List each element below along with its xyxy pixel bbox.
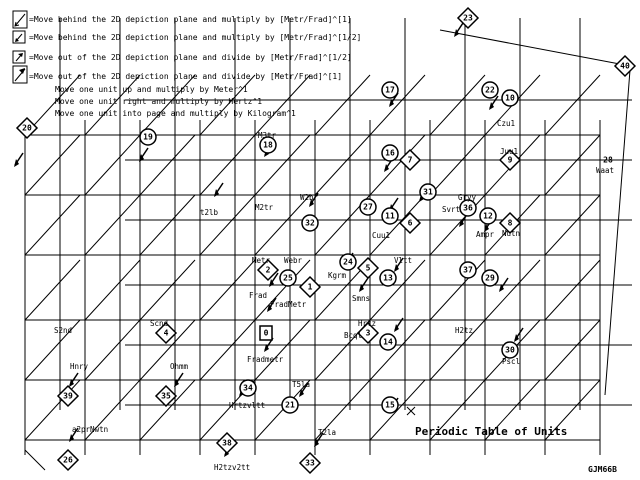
node-number: 33: [305, 458, 315, 468]
node-number: 28: [603, 155, 613, 165]
unit-node-33: [300, 453, 320, 473]
unit-node-17: [382, 82, 398, 98]
grid-diagonal: [430, 260, 485, 320]
unit-label: Gryy: [458, 193, 477, 202]
half-up-arrow-icon: [13, 51, 25, 63]
grid-diagonal: [430, 135, 485, 195]
unit-node-24: [340, 254, 356, 270]
grid-diagonal: [200, 260, 255, 320]
node-number: 19: [143, 132, 153, 142]
unit-label: a2prNwtn: [72, 425, 109, 434]
unit-label: Hrtzvltt: [229, 401, 266, 410]
node-number: 39: [63, 391, 73, 401]
unit-node-28: [603, 156, 613, 165]
node-number: 24: [343, 257, 353, 267]
unit-node-34: [240, 380, 256, 396]
unit-node-40: [615, 56, 635, 76]
node-number: 8: [507, 218, 513, 228]
grid-diagonal: [430, 195, 485, 255]
unit-node-10: [502, 90, 518, 106]
grid-diagonal: [545, 75, 600, 135]
unit-node-32: [302, 215, 318, 231]
right-edge: [605, 70, 630, 395]
legend: [13, 11, 361, 118]
unit-label: Frad: [249, 291, 268, 300]
grid-diagonal: [85, 135, 140, 195]
unit-label: T2la: [318, 428, 337, 437]
unit-label: Svrt: [442, 205, 461, 214]
half-down-arrow-icon: [13, 31, 25, 43]
legend-line-5: Move one unit up and multiply by Meter^1: [55, 85, 248, 94]
node-number: 17: [385, 85, 395, 95]
node-number: 13: [383, 273, 393, 283]
node-number: 16: [385, 148, 395, 158]
unit-node-1: [300, 277, 320, 297]
unit-node-19: [140, 129, 156, 145]
origin-cross-icon: [407, 407, 415, 415]
node-number: 34: [243, 383, 253, 393]
unit-label: Webr: [284, 256, 303, 265]
node-number: 20: [22, 123, 32, 133]
node-number: 25: [283, 273, 293, 283]
unit-node-15: [382, 397, 398, 413]
node-number: 9: [507, 155, 513, 165]
node-number: 30: [505, 345, 515, 355]
grid-diagonal: [255, 75, 310, 135]
unit-node-22: [482, 82, 498, 98]
node-number: 10: [505, 93, 515, 103]
unit-label: Metr: [252, 256, 271, 265]
unit-label: Ohmm: [170, 362, 189, 371]
unit-label: Smns: [352, 294, 371, 303]
unit-label: Hrtz: [358, 319, 377, 328]
unit-label: Czu1: [497, 119, 516, 128]
unit-label: Hnry: [70, 362, 89, 371]
unit-node-38: [217, 433, 237, 453]
grid-diagonal: [485, 260, 540, 320]
grid-diagonal: [370, 75, 425, 135]
unit-node-14: [380, 334, 396, 350]
unit-node-39: [58, 386, 78, 406]
unit-node-7: [400, 150, 420, 170]
node-number: 23: [463, 13, 473, 23]
grid-diagonal: [140, 195, 195, 255]
corner-edge: [25, 450, 45, 470]
node-number: 27: [363, 202, 373, 212]
unit-node-0: [260, 326, 272, 340]
grid-diagonal: [140, 260, 195, 320]
unit-label: FradMetr: [270, 300, 307, 309]
unit-node-12: [480, 208, 496, 224]
unit-label: Scnd: [150, 319, 169, 328]
grid-diagonal: [85, 195, 140, 255]
grid-diagonal: [85, 320, 140, 380]
double-up-arrow-icon: [13, 66, 27, 83]
legend-line-1: =Move behind the 2D depiction plane and multiply by [Metr/Frad]^[1]: [29, 15, 352, 24]
node-number: 14: [383, 337, 393, 347]
node-number: 37: [463, 265, 473, 275]
grid-diagonal: [545, 135, 600, 195]
unit-node-37: [460, 262, 476, 278]
node-number: 18: [263, 140, 273, 150]
unit-label: H2tzv2tt: [214, 463, 251, 472]
grid-diagonal: [370, 135, 425, 195]
grid-diagonal: [200, 135, 255, 195]
unit-label: S2nd: [54, 326, 73, 335]
unit-node-21: [282, 397, 298, 413]
node-number: 3: [365, 328, 371, 338]
unit-node-27: [360, 199, 376, 215]
unit-label: Waat: [596, 166, 615, 175]
grid-diagonal: [25, 260, 80, 320]
unit-label: Cuu1: [372, 231, 391, 240]
node-number: 4: [163, 328, 169, 338]
diagram-title: Periodic Table of Units: [415, 425, 568, 438]
unit-node-16: [382, 145, 398, 161]
legend-line-6: Move one unit right and multiply by Hertz^1: [55, 97, 263, 106]
unit-node-25: [280, 270, 296, 286]
unit-label: Ampr: [476, 230, 495, 239]
unit-label: Nutn: [502, 229, 521, 238]
grid-diagonal: [85, 260, 140, 320]
grid-diagonal: [545, 320, 600, 380]
unit-label: Juu1: [500, 147, 519, 156]
grid-diagonal: [255, 380, 310, 440]
node-number: 11: [385, 211, 395, 221]
legend-line-2: =Move behind the 2D depiction plane and multiply by [Metr/Frad]^[1/2]: [29, 33, 362, 42]
grid-diagonal: [430, 75, 485, 135]
unit-label: Fradmetr: [247, 355, 284, 364]
unit-node-11: [382, 208, 398, 224]
node-number: 31: [423, 187, 433, 197]
grid-diagonal: [25, 135, 80, 195]
node-number: 0: [263, 328, 269, 338]
unit-label: M2tr: [255, 203, 274, 212]
node-number: 7: [407, 155, 413, 165]
grid-diagonal: [200, 320, 255, 380]
node-number: 15: [385, 400, 395, 410]
node-number: 36: [463, 203, 473, 213]
node-number: 29: [485, 273, 495, 283]
node-number: 5: [365, 263, 371, 273]
unit-label: Kgrm: [328, 271, 347, 280]
grid-diagonal: [545, 260, 600, 320]
node-number: 1: [307, 282, 313, 292]
unit-label: Bcql: [344, 331, 363, 340]
unit-node-29: [482, 270, 498, 286]
node-number: 12: [483, 211, 493, 221]
node-number: 22: [485, 85, 495, 95]
unit-label: Vltt: [394, 256, 413, 265]
unit-label: T5la: [292, 380, 311, 389]
node-number: 26: [63, 455, 73, 465]
legend-line-4: =Move out of the 2D depiction plane and divide by [Metr/Frad]^[1]: [29, 72, 343, 81]
author-signature: GJM66B: [588, 465, 617, 474]
node-number: 2: [265, 265, 271, 275]
top-edge: [440, 30, 625, 65]
unit-label: t2lb: [200, 208, 219, 217]
node-number: 6: [407, 218, 413, 228]
node-number: 21: [285, 400, 295, 410]
unit-node-26: [58, 450, 78, 470]
grid-diagonal: [200, 195, 255, 255]
unit-node-30: [502, 342, 518, 358]
unit-node-35: [156, 386, 176, 406]
unit-label: M3tr: [258, 131, 277, 140]
grid-diagonal: [25, 195, 80, 255]
node-number: 35: [161, 391, 171, 401]
grid-diagonal: [545, 195, 600, 255]
unit-label: W2br: [300, 193, 319, 202]
unit-node-5: [358, 258, 378, 278]
double-down-arrow-icon: [13, 11, 27, 28]
unit-label: H2tz: [455, 326, 474, 335]
grid-diagonal: [315, 75, 370, 135]
unit-node-36: [460, 200, 476, 216]
node-number: 38: [222, 438, 232, 448]
unit-node-13: [380, 270, 396, 286]
legend-line-7: Move one unit into page and multiply by Kilogram^1: [55, 109, 296, 118]
grid-diagonal: [315, 135, 370, 195]
unit-node-31: [420, 184, 436, 200]
legend-line-3: =Move out of the 2D depiction plane and divide by [Metr/Frad]^[1/2]: [29, 53, 352, 62]
node-number: 40: [620, 61, 630, 71]
node-number: 32: [305, 218, 315, 228]
unit-node-6: [400, 213, 420, 233]
unit-label: Pscl: [502, 357, 521, 366]
